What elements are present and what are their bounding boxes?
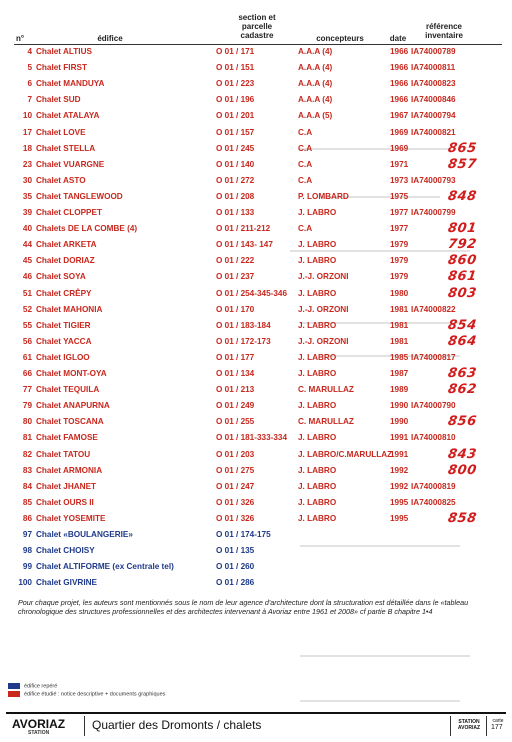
row-date: 1989 (390, 385, 409, 395)
row-date: 1987 (390, 369, 409, 378)
row-parcel: O 01 / 247 (216, 481, 255, 491)
row-building-name: Chalet SUD (36, 95, 81, 105)
handwritten-number: 857 (446, 156, 478, 172)
row-number: 55 (22, 320, 32, 330)
row-designer: C.A (298, 159, 313, 169)
row-building-name: Chalet TEQUILA (36, 385, 100, 395)
row-building-name: Chalet IGLOO (36, 352, 90, 362)
row-designer: J. LABRO (298, 352, 337, 362)
row-parcel: O 01 / 151 (216, 63, 255, 73)
table-row (0, 333, 512, 352)
row-number: 5 (27, 63, 32, 73)
row-parcel: O 01 / 171 (216, 47, 255, 56)
row-building-name: Chalet ALTIUS (36, 47, 92, 56)
row-number: 6 (27, 79, 32, 89)
row-date: 1981 (390, 320, 409, 330)
row-parcel: O 01 / 208 (216, 191, 255, 201)
row-date: 1973 (390, 175, 409, 185)
row-date: 1995 (390, 513, 409, 523)
header-building: édifice (97, 34, 123, 43)
row-building-name: Chalet CHOISY (36, 546, 95, 556)
row-parcel: O 01 / 135 (216, 546, 255, 556)
row-building-name: Chalet VUARGNE (36, 159, 105, 169)
row-parcel: O 01 / 174-175 (216, 530, 271, 539)
row-parcel: O 01 / 201 (216, 111, 255, 121)
row-designer: C.A (298, 175, 313, 185)
row-date: 1981 (390, 304, 409, 314)
row-date: 1975 (390, 191, 409, 201)
row-inventory-ref: IA74000799 (411, 208, 456, 217)
row-number: 10 (22, 111, 32, 121)
row-date: 1971 (390, 159, 409, 169)
row-date: 1992 (390, 481, 409, 491)
row-inventory-ref: IA74000817 (411, 352, 456, 362)
table-row (0, 255, 512, 271)
row-date: 1990 (390, 401, 409, 411)
row-building-name: Chalet STELLA (36, 143, 96, 153)
footer-title: Quartier des Dromonts / chalets (92, 718, 262, 732)
row-number: 4 (27, 47, 32, 56)
footer-divider (486, 716, 487, 736)
table-row (0, 78, 512, 94)
table-row (0, 400, 512, 416)
header-num: n° (15, 34, 25, 43)
header-rule (14, 44, 502, 45)
row-parcel: O 01 / 134 (216, 369, 255, 378)
table-row (0, 304, 512, 320)
row-designer: J. LABRO (298, 320, 337, 330)
row-number: 35 (22, 191, 32, 201)
row-inventory-ref: IA74000794 (411, 111, 456, 121)
row-inventory-ref: IA74000825 (411, 497, 456, 507)
row-number: 80 (22, 417, 32, 427)
row-parcel: O 01 / 254-345-346 (216, 288, 288, 298)
row-number: 79 (22, 401, 32, 411)
row-date: 1977 (390, 208, 409, 217)
row-parcel: O 01 / 177 (216, 352, 255, 362)
row-designer: A.A.A (4) (298, 95, 333, 105)
row-designer: J.-J. ORZONI (298, 336, 349, 346)
row-building-name: Chalet TIGIER (36, 320, 91, 330)
row-building-name: Chalet TOSCANA (36, 417, 104, 427)
row-building-name: Chalet GIVRINE (36, 578, 97, 588)
row-date: 1966 (390, 95, 409, 105)
row-number: 84 (22, 481, 32, 491)
legend-swatch-red (8, 691, 20, 697)
row-date: 1966 (390, 79, 409, 89)
row-designer: J. LABRO (298, 288, 337, 298)
row-inventory-ref: IA74000789 (411, 47, 456, 56)
row-date: 1966 (390, 47, 409, 56)
row-building-name: Chalet CLOPPET (36, 208, 102, 217)
table-row (0, 416, 512, 432)
table-row (0, 529, 512, 545)
row-inventory-ref: IA74000819 (411, 481, 456, 491)
row-parcel: O 01 / 211-212 (216, 224, 271, 234)
header-date: date (389, 34, 407, 43)
row-date: 1967 (390, 111, 409, 121)
row-inventory-ref: IA74000790 (411, 401, 456, 411)
row-number: 30 (22, 175, 32, 185)
row-number: 77 (22, 385, 32, 395)
handwritten-number: 861 (446, 269, 478, 285)
table-row (0, 239, 512, 255)
row-building-name: Chalet OURS II (36, 497, 94, 507)
row-parcel: O 01 / 133 (216, 208, 255, 217)
table-row (0, 175, 512, 191)
row-parcel: O 01 / 237 (216, 272, 255, 282)
row-building-name: Chalet «BOULANGERIE» (36, 530, 133, 539)
row-number: 99 (22, 562, 32, 572)
row-number: 85 (22, 497, 32, 507)
header-section-3: cadastre (240, 31, 274, 40)
header-ref-2: inventaire (425, 31, 463, 40)
table-row (0, 497, 512, 513)
row-date: 1995 (390, 497, 409, 507)
row-designer: J. LABRO (298, 256, 337, 266)
footer-box-line2: AVORIAZ (457, 725, 481, 731)
row-building-name: Chalet YOSEMITE (36, 513, 106, 523)
row-designer: J. LABRO (298, 240, 337, 250)
row-parcel: O 01 / 245 (216, 143, 255, 153)
handwritten-number: 843 (446, 446, 478, 462)
table-row (0, 462, 512, 481)
row-building-name: Chalet MANDUYA (36, 79, 105, 89)
table-row (0, 140, 512, 159)
handwritten-number: 854 (446, 317, 478, 333)
row-designer: J.-J. ORZONI (298, 304, 349, 314)
row-date: 1979 (390, 240, 409, 250)
row-designer: J. LABRO (298, 369, 337, 378)
row-building-name: Chalet ATALAYA (36, 111, 100, 121)
row-designer: A.A.A (4) (298, 63, 333, 73)
legend-item-studied (8, 691, 165, 698)
row-number: 51 (22, 288, 32, 298)
row-designer: P. LOMBARD (298, 191, 349, 201)
footer-sheet-label: carte (492, 718, 504, 724)
row-building-name: Chalet LOVE (36, 127, 86, 137)
table-row (0, 481, 512, 497)
row-building-name: Chalet TANGLEWOOD (36, 191, 123, 201)
row-building-name: Chalet YACCA (36, 336, 92, 346)
table-row (0, 223, 512, 239)
legend-label-spotted: édifice repéré (24, 683, 58, 690)
header-section-1: section et (238, 13, 276, 22)
table-row (0, 384, 512, 400)
row-date: 1977 (390, 224, 409, 234)
row-number: 82 (22, 449, 32, 459)
row-number: 97 (22, 530, 32, 539)
handwritten-number: 803 (446, 285, 478, 301)
row-building-name: Chalet FAMOSE (36, 433, 98, 443)
row-date: 1979 (390, 256, 409, 266)
row-building-name: Chalet ARMONIA (36, 465, 103, 475)
row-designer: C. MARULLAZ (298, 417, 354, 427)
table-row (0, 317, 512, 336)
footer-bar (6, 712, 506, 738)
row-building-name: Chalet JHANET (36, 481, 97, 491)
row-building-name: Chalet TATOU (36, 449, 91, 459)
row-designer: J. LABRO (298, 208, 337, 217)
row-date: 1966 (390, 63, 409, 73)
row-building-name: Chalet ALTIFORME (ex Centrale tel) (36, 562, 174, 572)
row-number: 23 (22, 159, 32, 169)
row-parcel: O 01 / 170 (216, 304, 255, 314)
table-row (0, 446, 512, 465)
table-row (0, 127, 512, 143)
row-date: 1980 (390, 288, 409, 298)
row-designer: J. LABRO (298, 433, 337, 443)
row-parcel: O 01 / 249 (216, 401, 255, 411)
row-parcel: O 01 / 181-333-334 (216, 433, 288, 443)
row-designer: A.A.A (5) (298, 111, 333, 121)
row-parcel: O 01 / 172-173 (216, 336, 271, 346)
row-parcel: O 01 / 143- 147 (216, 240, 273, 250)
row-number: 17 (22, 127, 32, 137)
row-designer: J. LABRO (298, 481, 337, 491)
table-row (0, 561, 512, 577)
table-row (0, 577, 512, 593)
row-date: 1981 (390, 336, 409, 346)
row-building-name: Chalets DE LA COMBE (4) (36, 224, 138, 234)
legend-item-spotted (8, 683, 57, 690)
row-building-name: Chalet MAHONIA (36, 304, 103, 314)
row-designer: A.A.A (4) (298, 47, 333, 56)
header-ref-1: référence (425, 22, 463, 31)
row-parcel: O 01 / 196 (216, 95, 255, 105)
row-parcel: O 01 / 203 (216, 449, 255, 459)
row-number: 100 (18, 578, 32, 588)
table-row (0, 368, 512, 384)
row-parcel: O 01 / 255 (216, 417, 255, 427)
row-number: 98 (22, 546, 32, 556)
row-date: 1991 (390, 449, 409, 459)
row-date: 1969 (390, 127, 409, 137)
row-inventory-ref: IA74000846 (411, 95, 456, 105)
footer-divider (84, 716, 85, 736)
row-inventory-ref: IA74000821 (411, 127, 456, 137)
table-row (0, 188, 512, 207)
header-section-2: parcelle (241, 22, 273, 31)
row-date: 1990 (390, 417, 409, 427)
row-parcel: O 01 / 140 (216, 159, 255, 169)
row-designer: C.A (298, 224, 313, 234)
table-row (0, 271, 512, 287)
table-row (0, 285, 512, 304)
row-parcel: O 01 / 213 (216, 385, 255, 395)
table-row (0, 352, 512, 368)
row-building-name: Chalet ARKETA (36, 240, 97, 250)
row-building-name: Chalet ANAPURNA (36, 401, 110, 411)
handwritten-number: 862 (446, 382, 478, 398)
legend-label-studied: édifice étudié : notice descriptive + documents graphiques (24, 691, 166, 698)
row-designer: J. LABRO/C.MARULLAZ (298, 449, 393, 459)
row-number: 44 (22, 240, 32, 250)
row-number: 83 (22, 465, 32, 475)
row-designer: J. LABRO (298, 465, 337, 475)
row-number: 66 (22, 369, 32, 378)
row-designer: J.-J. ORZONI (298, 272, 349, 282)
row-number: 45 (22, 256, 32, 266)
footer-divider (450, 716, 451, 736)
handwritten-number: 801 (446, 221, 478, 237)
handwritten-number: 863 (446, 366, 478, 381)
row-building-name: Chalet DORIAZ (36, 256, 95, 266)
row-parcel: O 01 / 157 (216, 127, 255, 137)
header-designers: concepteurs (316, 34, 364, 43)
row-parcel: O 01 / 222 (216, 256, 255, 266)
row-inventory-ref: IA74000811 (411, 63, 456, 73)
row-date: 1991 (390, 433, 409, 443)
row-parcel: O 01 / 326 (216, 497, 255, 507)
handwritten-number: 800 (446, 462, 478, 478)
handwritten-number: 865 (446, 140, 478, 156)
row-designer: C.A (298, 127, 313, 137)
table-row (0, 46, 512, 62)
row-designer: J. LABRO (298, 401, 337, 411)
footnote: Pour chaque projet, les auteurs sont mentionnés sous le nom de leur agence d'architecture dont la structuration est détaillée dans le «tableau chronologique des structures professionnelles et des architectes intervenant à Avoriaz entre 1961 et 2008» cf partie B chapitre 1•4 (18, 598, 469, 616)
row-designer: A.A.A (4) (298, 79, 333, 89)
row-designer: J. LABRO (298, 497, 337, 507)
row-building-name: Chalet MONT-OYA (36, 369, 107, 378)
row-parcel: O 01 / 223 (216, 79, 255, 89)
row-building-name: Chalet SOYA (36, 272, 86, 282)
row-number: 40 (22, 224, 32, 234)
row-number: 86 (22, 513, 32, 523)
handwritten-number: 858 (446, 510, 478, 526)
row-parcel: O 01 / 286 (216, 578, 255, 588)
handwritten-number: 848 (446, 188, 478, 204)
table-row (0, 432, 512, 448)
row-inventory-ref: IA74000823 (411, 79, 456, 89)
footer-station: AVORIAZ (12, 717, 66, 731)
row-building-name: Chalet CRÊPY (36, 288, 92, 298)
handwritten-number: 860 (446, 253, 478, 269)
row-designer: C. MARULLAZ (298, 385, 354, 395)
table-row (0, 207, 512, 223)
row-designer: C.A (298, 143, 313, 153)
row-building-name: Chalet FIRST (36, 63, 87, 73)
row-date: 1979 (390, 272, 409, 282)
row-designer: J. LABRO (298, 513, 337, 523)
row-number: 61 (22, 352, 32, 362)
footer-sheet-number: 177 (491, 724, 503, 731)
row-date: 1992 (390, 465, 409, 475)
handwritten-number: 856 (446, 414, 478, 430)
row-parcel: O 01 / 183-184 (216, 320, 271, 330)
row-parcel: O 01 / 275 (216, 465, 255, 475)
row-number: 39 (22, 208, 32, 217)
row-inventory-ref: IA74000822 (411, 304, 456, 314)
row-number: 81 (22, 433, 32, 443)
row-date: 1969 (390, 143, 409, 153)
row-number: 18 (22, 143, 32, 153)
table-row (0, 510, 512, 529)
table-row (0, 94, 512, 110)
row-parcel: O 01 / 260 (216, 562, 255, 572)
row-inventory-ref: IA74000810 (411, 433, 456, 443)
table-row (0, 545, 512, 561)
footer-station-sub: STATION (28, 730, 50, 736)
row-number: 46 (22, 272, 32, 282)
handwritten-number: 792 (446, 237, 478, 253)
row-number: 52 (22, 304, 32, 314)
footer-box-line1: STATION (458, 719, 480, 725)
table-row (0, 156, 512, 175)
row-date: 1985 (390, 352, 409, 362)
row-building-name: Chalet ASTO (36, 175, 86, 185)
table-row (0, 62, 512, 78)
row-inventory-ref: IA74000793 (411, 175, 456, 185)
row-number: 7 (27, 95, 32, 105)
legend-swatch-blue (8, 683, 20, 689)
handwritten-number: 864 (446, 333, 478, 349)
row-parcel: O 01 / 326 (216, 513, 255, 523)
row-number: 56 (22, 336, 32, 346)
table-row (0, 110, 512, 126)
row-parcel: O 01 / 272 (216, 175, 255, 185)
